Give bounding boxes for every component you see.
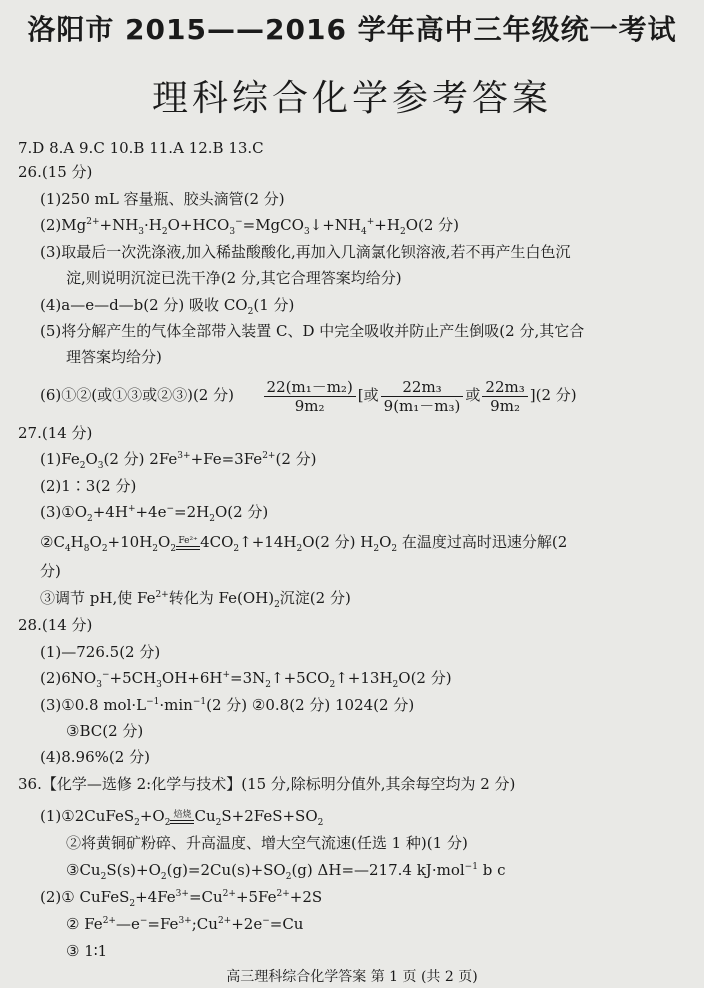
- q26-part5-line2: 理答案均给分): [66, 348, 162, 366]
- q36-part2-3: ③ 1∶1: [66, 942, 108, 960]
- q27-part1: $(1)Fe_2O_3(2$ 分) $2Fe^{3+}+Fe=3Fe^{2+}(2$ 分): [40, 450, 317, 471]
- reaction-condition-arrow: Fe²⁺: [176, 537, 200, 550]
- q36-part1-2: ②将黄铜矿粉碎、升高温度、增大空气流速(任选 1 种)(1 分): [66, 834, 468, 852]
- fraction-3: $\frac{\text{22m₃}}{\text{9m₂}}$: [482, 378, 527, 415]
- q26-heading: 26.(15 分): [18, 163, 93, 181]
- q36-part2-1: (2)① $CuFeS_2+4Fe^{3+}=Cu^{2+}+5Fe^{2+}+2S$: [40, 888, 323, 909]
- q26-part2: $(2)Mg^{2+}+NH_3\cdot H_2O+HCO_3^-=MgCO_3↓+NH_4^++H_2O(2$ 分): [40, 216, 460, 237]
- q36-heading: 36.【化学—选修 2:化学与技术】(15 分,除标明分值外,其余每空均为 2 分): [18, 775, 516, 793]
- reaction-condition-arrow: 焙烧: [170, 811, 194, 824]
- q36-part2-2: ② $Fe^{2+}—e^-=Fe^{3+};Cu^{2+}+2e^-=Cu$: [66, 915, 304, 933]
- q36-part1-3: $③Cu_2S(s)+O_2(g)=2Cu(s)+SO_2(g)$ ΔH=—217.4 kJ·mol$^{-1}$ b c: [66, 861, 506, 882]
- q26-part3-line1: (3)取最后一次洗涤液,加入稀盐酸酸化,再加入几滴氯化钡溶液,若不再产生白色沉: [40, 243, 571, 261]
- q27-part2: (2)1∶3(2 分): [40, 477, 137, 495]
- q26-part6: (6)①②(或①③或②③)(2 分) $\frac{\text{22(m₁－m₂)}}{\text{9m₂}}$ [或 $\frac{\text{22m₃}}{\text{9(m₁－m₃)}}$ 或 $\frac{\text{22m₃}}{\text{9m₂}}$ ](2 分): [40, 377, 577, 415]
- q27-part3-2-cont: 分): [40, 562, 61, 580]
- q26-part5-line1: (5)将分解产生的气体全部带入装置 C、D 中完全吸收并防止产生倒吸(2 分,其它合: [40, 322, 585, 340]
- multiple-choice-answers: 7.D 8.A 9.C 10.B 11.A 12.B 13.C: [18, 139, 264, 157]
- q28-part3-3: ③BC(2 分): [66, 722, 144, 740]
- q28-part2: $(2)6NO_3^-+5CH_3OH+6H^+=3N_2↑+5CO_2↑+13H_2O(2$ 分): [40, 669, 452, 690]
- q28-heading: 28.(14 分): [18, 616, 93, 634]
- q28-part3: (3)①0.8 $mol\cdot L^{-1}\cdot\min^{-1}(2$ 分) ②0.8(2 分) 1024(2 分): [40, 696, 415, 714]
- q26-part1: (1)250 mL 容量瓶、胶头滴管(2 分): [40, 190, 285, 208]
- fraction-1: $\frac{\text{22(m₁－m₂)}}{\text{9m₂}}$: [264, 378, 356, 415]
- exam-title: 洛阳市 2015——2016 学年高中三年级统一考试: [27, 13, 677, 46]
- answer-key-title: 理科综合化学参考答案: [151, 78, 552, 119]
- q26-part4: (4)a—e—d—b(2 分) 吸收 $CO_2(1$ 分): [40, 296, 295, 317]
- q36-part1-1: $(1)①2CuFeS_2+O_2$ 焙烧 $Cu_2S+2FeS+SO_2$: [40, 807, 324, 828]
- q28-part1: (1)—726.5(2 分): [40, 643, 161, 661]
- fraction-2: $\frac{\text{22m₃}}{\text{9(m₁－m₃)}}$: [381, 378, 464, 415]
- q27-heading: 27.(14 分): [18, 424, 93, 442]
- q28-part4: (4)8.96%(2 分): [40, 748, 150, 766]
- q27-part3-2: $②C_4H_8O_2+10H_2O_2$ Fe²⁺ $4CO_2↑+14H_2O(2$ 分) $H_2O_2$ 在温度过高时迅速分解(2: [40, 533, 568, 554]
- q27-part3: $(3)①O_2+4H^++4e^-=2H_2O(2$ 分): [40, 503, 269, 524]
- q27-part3-3: ③调节 pH,使 $Fe^{2+}$转化为 $Fe(OH)_2$沉淀(2 分): [40, 589, 351, 610]
- page-footer: 高三理科综合化学答案 第 1 页 (共 2 页): [226, 969, 478, 985]
- q26-part3-line2: 淀,则说明沉淀已洗干净(2 分,其它合理答案均给分): [66, 269, 402, 287]
